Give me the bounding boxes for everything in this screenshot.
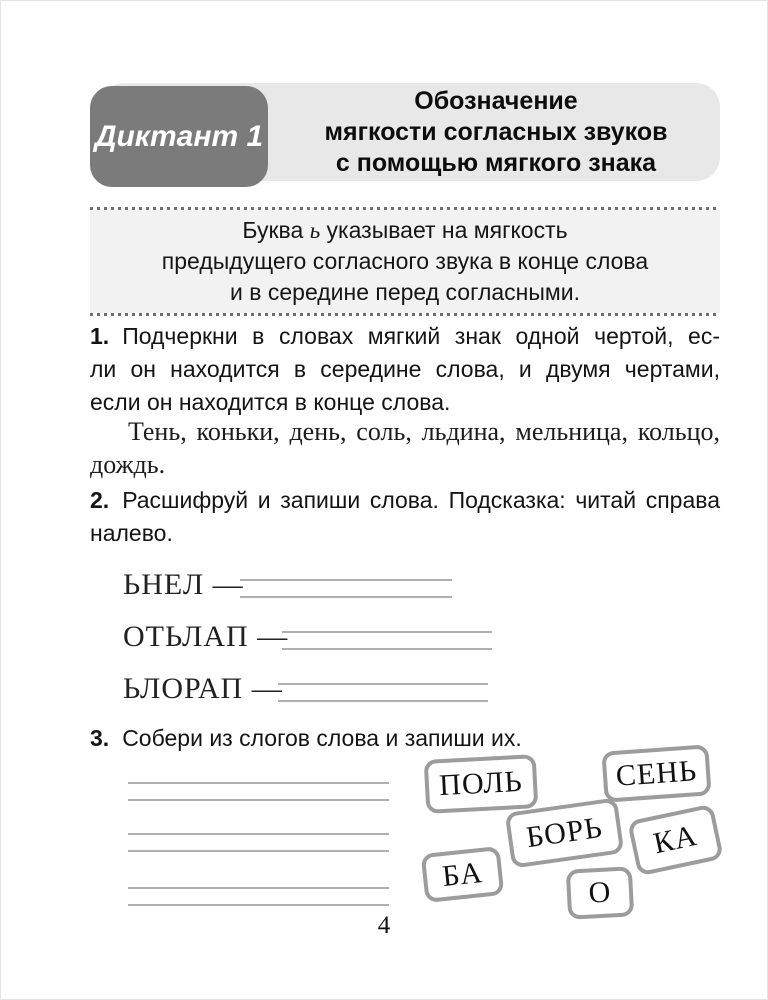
rule-note bbox=[90, 207, 720, 316]
exercise-3-text: Собери из слогов слова и запиши их. bbox=[122, 725, 522, 751]
syllable-card-ba bbox=[421, 846, 505, 903]
exercise-1-word-list bbox=[90, 415, 720, 481]
lesson-title-line-2: мягкости согласных звуков bbox=[324, 117, 668, 146]
soft-sign-letter: ь bbox=[309, 218, 321, 243]
syllable-card-bor-label: БОРЬ bbox=[524, 810, 605, 855]
exercise-2-line-2: налево. bbox=[90, 520, 173, 546]
syllable-card-ka bbox=[627, 804, 724, 877]
exercise-3-answer-line-3 bbox=[128, 887, 389, 906]
cipher-word-3: ЬЛОРАП — bbox=[123, 672, 283, 705]
exercise-2-items bbox=[90, 565, 720, 723]
dotted-border-bottom bbox=[90, 313, 720, 316]
rule-note-line-2: предыдущего согласного звука в конце слова bbox=[161, 248, 649, 274]
exercise-2-line-1-text: Расшифруй и запиши слова. Подсказка: читай справа bbox=[122, 487, 720, 513]
exercise-2-number: 2. bbox=[90, 487, 110, 513]
exercise-1-line-1-text: Подчеркни в словах мягкий знак одной чертой, ес- bbox=[122, 323, 720, 349]
exercise-3-number: 3. bbox=[90, 725, 110, 751]
exercise-1-number: 1. bbox=[90, 323, 110, 349]
page-number: 4 bbox=[377, 912, 391, 939]
dictation-badge bbox=[90, 86, 268, 187]
word-list-line-1: Тень, коньки, день, соль, льдина, мельница, кольцо, bbox=[128, 417, 720, 446]
lesson-header bbox=[90, 83, 720, 188]
exercise-1-line-1 bbox=[90, 320, 720, 353]
syllable-card-ka-label: КА bbox=[650, 818, 701, 861]
syllable-card-ba-label: БА bbox=[440, 855, 485, 893]
syllable-card-sen-label: СЕНЬ bbox=[614, 753, 699, 793]
lesson-title bbox=[272, 83, 720, 181]
exercise-1-instruction bbox=[90, 320, 720, 419]
cipher-word-2: ОТЬЛАП — bbox=[123, 620, 289, 653]
rule-note-line-3: и в середине перед согласными. bbox=[230, 279, 580, 305]
syllable-card-pol-label: ПОЛЬ bbox=[438, 764, 524, 803]
answer-line-1 bbox=[240, 579, 452, 598]
answer-line-3 bbox=[278, 683, 488, 702]
syllable-card-o-label: О bbox=[587, 875, 613, 910]
rule-note-line-1-post: указывает на мягкость bbox=[320, 217, 568, 243]
exercise-2-line-1 bbox=[90, 484, 720, 517]
exercise-3-body bbox=[90, 753, 730, 929]
answer-line-2 bbox=[282, 631, 492, 650]
rule-note-line-1 bbox=[98, 215, 712, 246]
exercise-1-line-2: ли он находится в середине слова, и двумя чертами, bbox=[90, 356, 720, 382]
exercise-3-answer-line-1 bbox=[128, 782, 389, 801]
cipher-word-1: ЬНЕЛ — bbox=[123, 568, 244, 601]
dictation-badge-label: Диктант 1 bbox=[94, 119, 264, 153]
rule-note-line-1-pre: Буква bbox=[242, 217, 310, 243]
lesson-title-line-3: с помощью мягкого знака bbox=[335, 148, 657, 177]
exercise-3-answer-line-2 bbox=[128, 833, 389, 852]
syllable-card-pol bbox=[424, 754, 539, 814]
exercise-1-line-3: если он находится в конце слова. bbox=[90, 389, 451, 415]
word-list-line-2: дождь. bbox=[90, 450, 166, 479]
lesson-title-line-1: Обозначение bbox=[414, 86, 578, 115]
rule-note-text bbox=[90, 210, 720, 313]
syllable-card-sen bbox=[601, 744, 711, 802]
exercise-2-instruction bbox=[90, 484, 720, 550]
